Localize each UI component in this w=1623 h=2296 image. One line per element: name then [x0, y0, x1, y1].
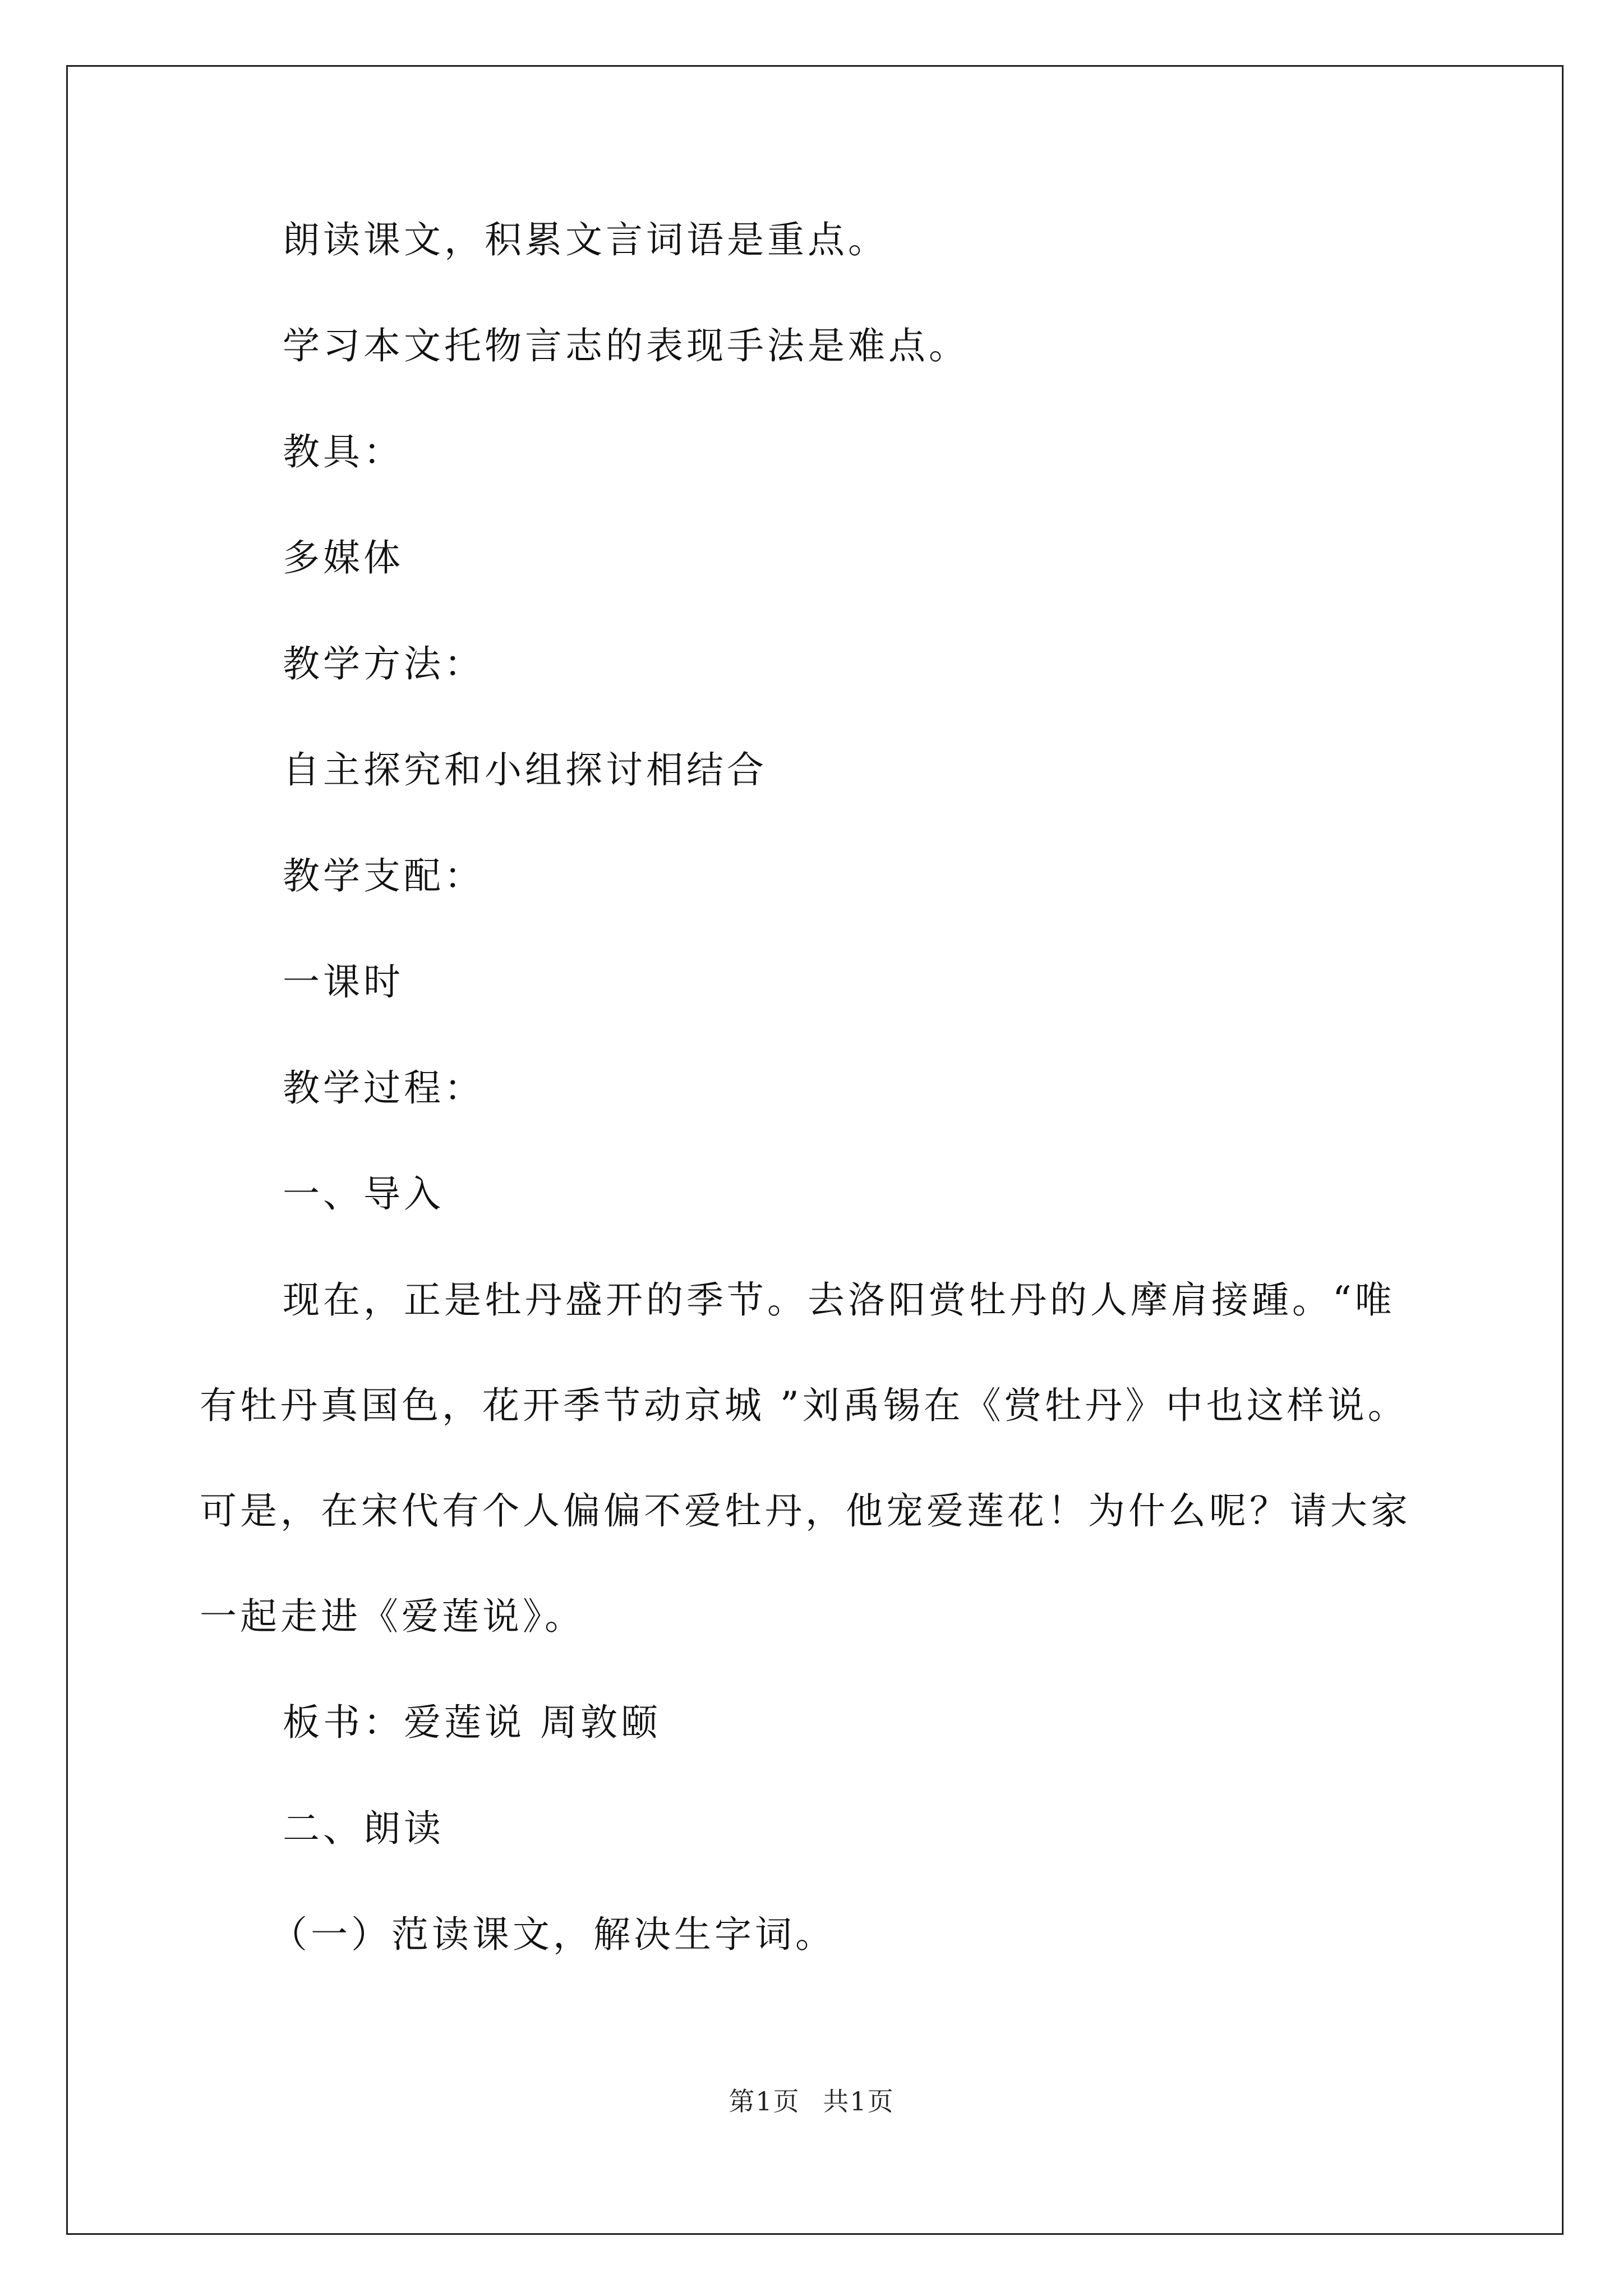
paragraph-blackboard: 板书：爱莲说 周敦颐	[283, 1701, 661, 1744]
page-footer	[0, 2081, 1623, 2118]
section-reading: 二、朗读	[283, 1807, 444, 1850]
paragraph-key-point: 朗读课文，积累文言词语是重点。	[283, 218, 888, 261]
paragraph-multimedia: 多媒体	[283, 536, 404, 579]
heading-teaching-method: 教学方法：	[283, 642, 485, 685]
section-introduction: 一、导入	[283, 1172, 444, 1216]
paragraph-one-lesson: 一课时	[283, 960, 404, 1004]
paragraph-introduction-text: 现在，正是牡丹盛开的季节。去洛阳赏牡丹的人摩肩接踵。“唯有牡丹真国色，花开季节动京城 ”刘禹锡在《赏牡丹》中也这样说。可是，在宋代有个人偏偏不爱牡丹，他宠爱莲花！为什么呢？请大家一起走进《爱莲说》。	[200, 1278, 1411, 1638]
heading-teaching-schedule: 教学支配：	[283, 854, 485, 898]
paragraph-method: 自主探究和小组探讨相结合	[283, 748, 767, 792]
heading-teaching-aids: 教具：	[283, 430, 404, 473]
paragraph-model-reading: （一）范读课文，解决生字词。	[270, 1913, 836, 1956]
heading-teaching-process: 教学过程：	[283, 1066, 485, 1110]
footer-page-total: 共1页	[823, 2086, 895, 2116]
paragraph-difficult-point: 学习本文托物言志的表现手法是难点。	[283, 324, 969, 367]
footer-page-current: 第1页	[728, 2086, 800, 2116]
document-body	[200, 213, 1433, 2014]
